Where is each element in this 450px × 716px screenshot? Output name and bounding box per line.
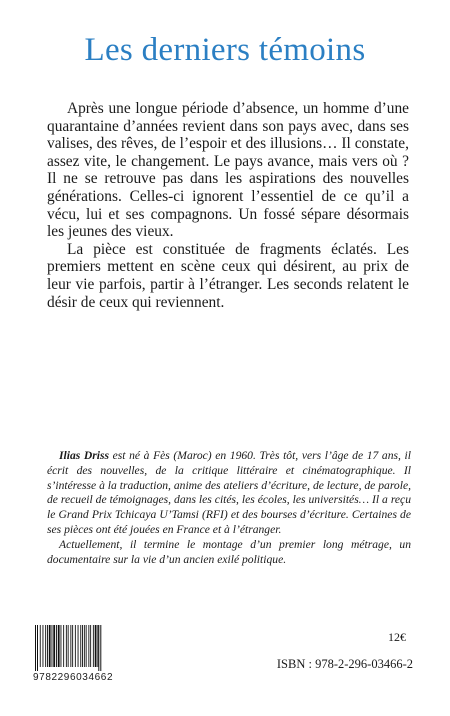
barcode-bar bbox=[43, 625, 44, 667]
barcode-bar bbox=[68, 625, 69, 667]
barcode-bar bbox=[35, 625, 36, 671]
barcode-bar bbox=[40, 625, 41, 667]
barcode-bar bbox=[78, 625, 79, 667]
barcode-bar bbox=[49, 625, 51, 667]
barcode-bar bbox=[98, 625, 99, 671]
barcode-bar bbox=[97, 625, 98, 667]
barcode bbox=[33, 625, 121, 683]
barcode-bar bbox=[72, 625, 73, 667]
barcode-bar bbox=[58, 625, 60, 667]
barcode-bar bbox=[37, 625, 38, 671]
barcode-bar bbox=[70, 625, 71, 667]
barcode-bar bbox=[93, 625, 94, 667]
synopsis-paragraph-1: Après une longue période d’absence, un homme d’une quarantaine d’années revient dans son pays avec, dans ses valises, des rêves, de l’espoir et des illusions… Il constate, assez vite, le changement. Le pays avance, mais vers où ? Il ne se retrouve pas dans les aspirations des nouvelles générations. Celles-ci ignorent l’essentiel de ce qu’il a vécu, lui et ses compagnons. Un fossé sépare désormais les jeunes des vieux. bbox=[47, 100, 409, 241]
barcode-bar bbox=[61, 625, 62, 667]
barcode-bar bbox=[80, 625, 81, 667]
barcode-bar bbox=[45, 625, 46, 667]
barcode-bars bbox=[33, 625, 121, 671]
book-title: Les derniers témoins bbox=[84, 32, 366, 68]
barcode-bar bbox=[75, 625, 76, 667]
author-bio bbox=[47, 449, 411, 567]
bio-paragraph-2: Actuellement, il termine le montage d’un premier long métrage, un documentaire sur la vie d’un ancien exilé politique. bbox=[47, 537, 411, 566]
barcode-bar bbox=[63, 625, 64, 667]
barcode-bar bbox=[47, 625, 48, 667]
barcode-bar bbox=[82, 625, 83, 667]
isbn: ISBN : 978-2-296-03466-2 bbox=[276, 657, 413, 671]
bio-paragraph-1 bbox=[47, 449, 411, 538]
barcode-bar bbox=[66, 625, 67, 667]
barcode-bar bbox=[53, 625, 55, 667]
price: 12€ bbox=[388, 630, 406, 644]
barcode-bar bbox=[84, 625, 85, 667]
synopsis-paragraph-2: La pièce est constituée de fragments éclatés. Les premiers mettent en scène ceux qui désirent, au prix de leur vie parfois, partir à l’étranger. Les seconds relatent le désir de ceux qui reviennent. bbox=[47, 240, 409, 311]
barcode-bar bbox=[86, 625, 87, 667]
barcode-bar bbox=[90, 625, 91, 667]
barcode-bar bbox=[100, 625, 101, 671]
barcode-bar bbox=[88, 625, 89, 667]
barcode-bar bbox=[95, 625, 97, 667]
author-name: Ilias Driss bbox=[59, 449, 110, 462]
synopsis bbox=[47, 100, 409, 311]
barcode-bar bbox=[56, 625, 57, 667]
barcode-bar bbox=[52, 625, 53, 667]
barcode-digits: 9782296034662 bbox=[33, 672, 114, 683]
bio-paragraph-1-text: est né à Fès (Maroc) en 1960. Très tôt, vers l’âge de 17 ans, il écrit des nouvelles, de la critique littéraire et cinématographique. Il s’intéresse à la traduction, anime des ateliers d’écriture, de lecture, de parole, de recueil de témoignages, dans les cités, les écoles, les universités… Il a reçu le Grand Prix Tchicaya U’Tamsi (RFI) et des bourses d’écriture. Certaines de ses pièces ont été jouées en France et à l’étranger. bbox=[47, 449, 411, 536]
